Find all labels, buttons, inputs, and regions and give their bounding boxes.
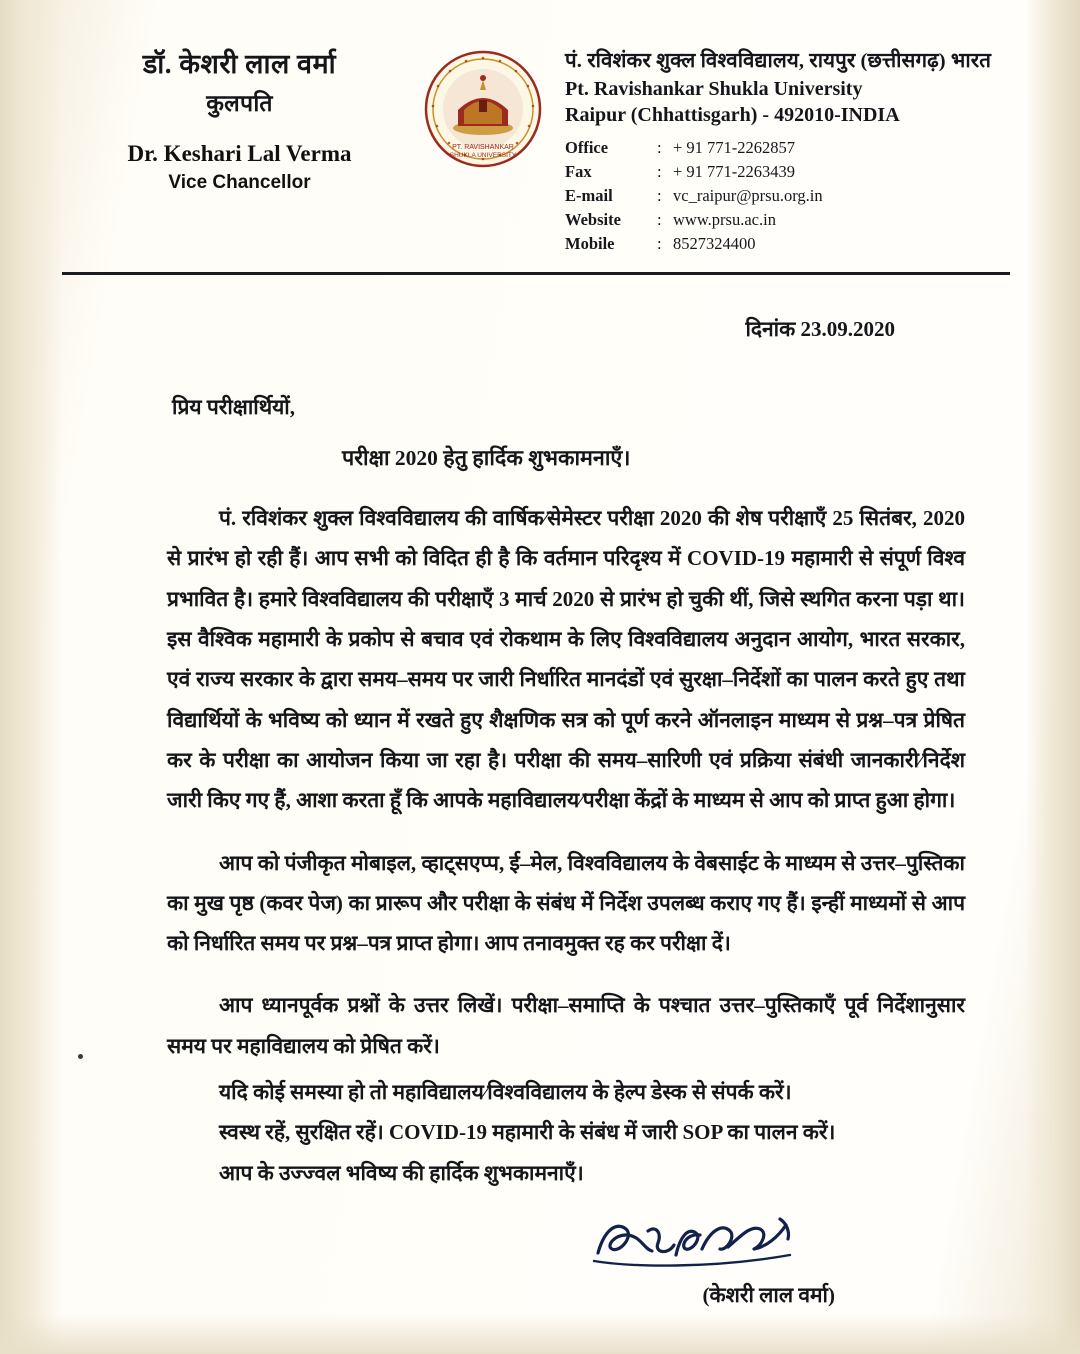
contact-separator: : <box>657 234 662 253</box>
page-ink-dot <box>78 1054 83 1059</box>
vc-designation-hindi: कुलपति <box>206 90 273 116</box>
contact-label: Mobile <box>565 234 615 253</box>
contact-separator: : <box>657 186 662 205</box>
letter-date: दिनांक 23.09.2020 <box>745 317 895 341</box>
contact-row <box>565 160 823 184</box>
contact-label: Fax <box>565 162 592 181</box>
letter-paragraph-1: पं. रविशंकर शुक्ल विश्वविद्यालय की वार्षिक⁄सेमेस्टर परीक्षा 2020 की शेष परीक्षाएँ 25 सितंबर, 2020 से प्रारंभ हो रही हैं। आप सभी को विदित ही है कि वर्तमान परिदृश्य में COVID-19 महामारी से संपूर्ण विश्व प्रभावित है। हमारे विश्वविद्यालय की परीक्षाएँ 3 मार्च 2020 से प्रारंभ हो चुकी थीं, जिसे स्थगित करना पड़ा था। इस वैश्विक महामारी के प्रकोप से बचाव एवं रोकथाम के लिए विश्वविद्यालय अनुदान आयोग, भारत सरकार, एवं राज्य सरकार के द्वारा समय–समय पर जारी निर्धारित मानदंडों एवं सुरक्षा–निर्देशों का पालन करते हुए तथा विद्यार्थियों के भविष्य को ध्यान में रखते हुए शैक्षणिक सत्र को पूर्ण करने ऑनलाइन माध्यम से प्रश्न–पत्र प्रेषित कर के परीक्षा का आयोजन किया जा रहा है। परीक्षा की समय–सारिणी एवं प्रक्रिया संबंधी जानकारी⁄निर्देश जारी किए गए हैं, आशा करता हूँ कि आपके महाविद्यालय⁄परीक्षा केंद्रों के माध्यम से आप को प्राप्त हुआ होगा। <box>167 506 965 813</box>
contact-row <box>565 208 823 232</box>
letter-salutation: प्रिय परीक्षार्थियों, <box>172 395 295 419</box>
letter-line-4: यदि कोई समस्या हो तो महाविद्यालय⁄विश्वविद्यालय के हेल्प डेस्क से संपर्क करें। <box>219 1080 792 1105</box>
contact-label: Office <box>565 138 609 157</box>
contact-value: + 91 771-2263439 <box>673 162 796 181</box>
signature-svg <box>590 1209 800 1279</box>
contact-value-mobile: 8527324400 <box>673 234 756 253</box>
letter-subject: परीक्षा 2020 हेतु हार्दिक शुभकामनाएँ। <box>342 446 631 470</box>
contact-value: + 91 771-2262857 <box>673 138 796 157</box>
svg-text:PT. RAVISHANKAR: PT. RAVISHANKAR <box>452 144 514 151</box>
vc-designation-english: Vice Chancellor <box>168 171 311 193</box>
signature-name: (केशरी लाल वर्मा) <box>702 1283 835 1307</box>
letterhead-right-block <box>549 42 1010 256</box>
contact-row <box>565 232 823 256</box>
letter-paragraph-2: आप को पंजीकृत मोबाइल, व्हाट्सएप्प, ई–मेल, विश्वविद्यालय के वेबसाईट के माध्यम से उत्तर–पुस्तिका का मुख पृष्ठ (कवर पेज) का प्रारूप और परीक्षा के संबंध में निर्देश उपलब्ध कराए गए हैं। इन्हीं माध्यमों से आप को निर्धारित समय पर प्रश्न–पत्र प्राप्त होगा। आप तनावमुक्त रह कर परीक्षा दें। <box>167 850 965 956</box>
signature-block <box>62 1209 1010 1329</box>
contact-label: E-mail <box>565 186 613 205</box>
svg-text:SHUKLA UNIVERSITY: SHUKLA UNIVERSITY <box>449 152 517 159</box>
university-name-hindi: पं. रविशंकर शुक्ल विश्वविद्यालय, रायपुर (छत्तीसगढ़) भारत <box>565 50 991 72</box>
contact-separator: : <box>657 138 662 157</box>
letterhead <box>62 0 1010 256</box>
letter-line-5: स्वस्थ रहें, सुरक्षित रहें। COVID-19 महामारी के संबंध में जारी SOP का पालन करें। <box>219 1120 836 1145</box>
letterhead-left-block <box>62 42 417 194</box>
university-seal-icon <box>424 50 542 168</box>
letter-paragraph-3: आप ध्यानपूर्वक प्रश्नों के उत्तर लिखें। परीक्षा–समाप्ति के पश्चात उत्तर–पुस्तिकाएँ पूर्व निर्देशानुसार समय पर महाविद्यालय को प्रेषित करें। <box>167 993 965 1058</box>
letter-line-6: आप के उज्ज्वल भविष्य की हार्दिक शुभकामनाएँ। <box>219 1160 584 1185</box>
university-name-english: Pt. Ravishankar Shukla University <box>565 78 863 100</box>
contact-value-website[interactable]: www.prsu.ac.in <box>673 210 776 229</box>
contact-label: Website <box>565 210 621 229</box>
vc-name-hindi: डॉ. केशरी लाल वर्मा <box>142 49 337 79</box>
contact-separator: : <box>657 162 662 181</box>
contact-separator: : <box>657 210 662 229</box>
seal-svg <box>424 50 542 168</box>
contact-row <box>565 136 823 160</box>
vc-name-english: Dr. Keshari Lal Verma <box>127 140 352 166</box>
seal-container <box>417 42 549 168</box>
signature-mark <box>590 1209 800 1284</box>
university-address-english: Raipur (Chhattisgarh) - 492010-INDIA <box>565 104 900 126</box>
contact-table <box>565 136 823 256</box>
contact-row <box>565 184 823 208</box>
contact-value-email[interactable]: vc_raipur@prsu.org.in <box>673 186 823 205</box>
letterhead-divider <box>62 272 1010 275</box>
